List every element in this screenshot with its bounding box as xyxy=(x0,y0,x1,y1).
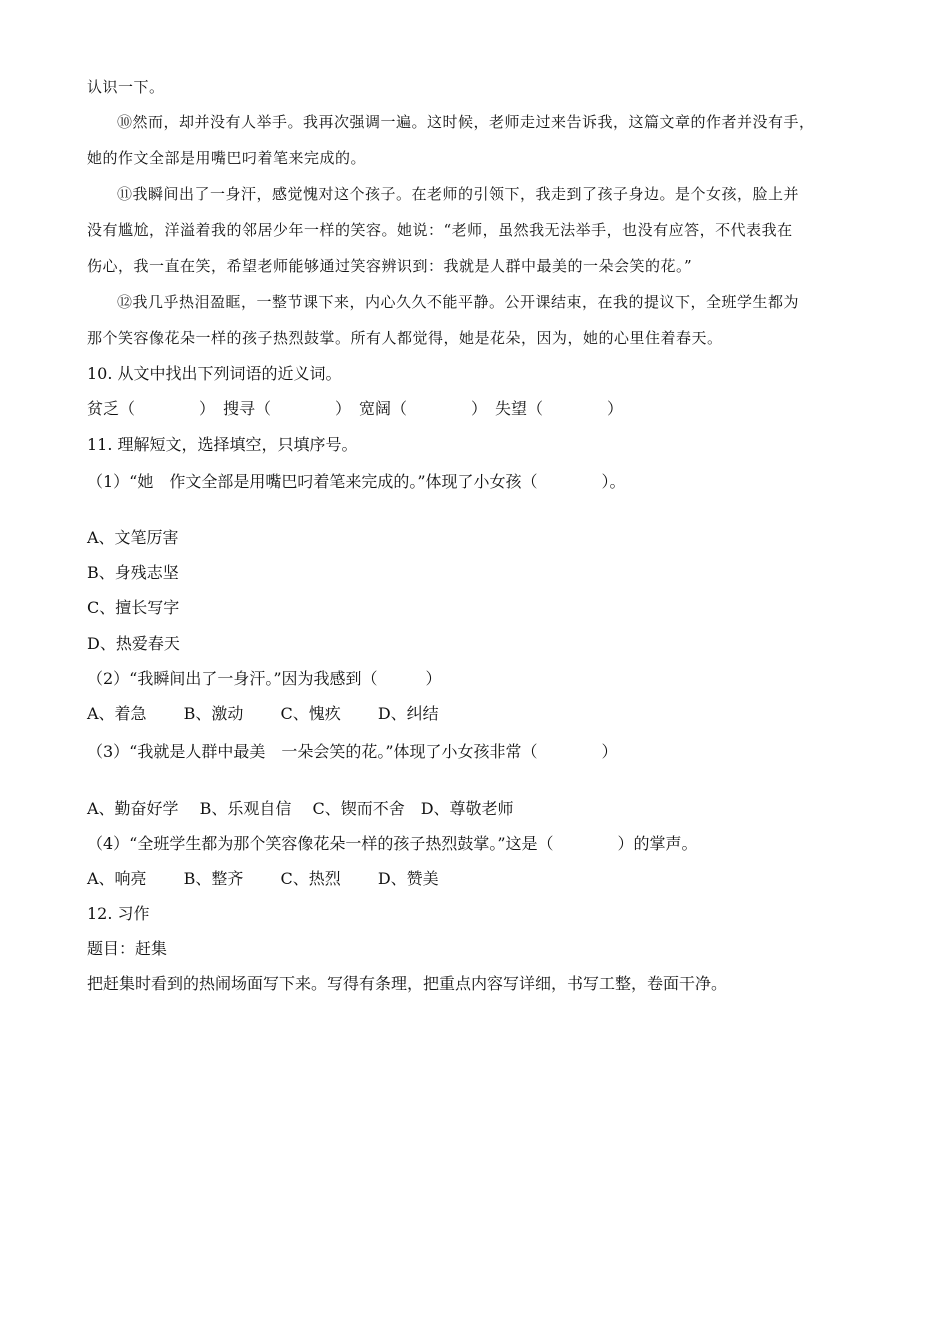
question-11-sub-1: （1）“她 作文全部是用嘴巴叼着笔来完成的。”体现了小女孩（ ）。 xyxy=(87,472,626,491)
option-d: D、热爱春天 xyxy=(87,634,180,653)
question-11-sub-3: （3）“我就是人群中最美 一朵会笑的花。”体现了小女孩非常（ ） xyxy=(87,742,618,761)
question-11-sub-4-options: A、响亮 B、整齐 C、热烈 D、赞美 xyxy=(87,869,439,888)
paragraph-11-line-1: ⑪我瞬间出了一身汗，感觉愧对这个孩子。在老师的引领下，我走到了孩子身边。是个女孩，脸上并 xyxy=(117,185,800,203)
paragraph-11-line-2: 没有尴尬，洋溢着我的邻居少年一样的笑容。她说：“老师，虽然我无法举手，也没有应答，不代表我在 xyxy=(87,221,793,239)
paragraph-10-line-2: 她的作文全部是用嘴巴叼着笔来完成的。 xyxy=(87,149,367,167)
question-11-sub-2: （2）“我瞬间出了一身汗。”因为我感到（ ） xyxy=(87,669,442,688)
question-10-words: 贫乏（ ） 搜寻（ ） 宽阔（ ） 失望（ ） xyxy=(87,399,624,418)
question-12-topic: 题目：赶集 xyxy=(87,939,168,958)
option-b: B、身残志坚 xyxy=(87,563,179,582)
question-11-sub-3-options: A、勤奋好学 B、乐观自信 C、锲而不舍 D、尊敬老师 xyxy=(87,799,514,818)
paragraph-11-line-3: 伤心，我一直在笑，希望老师能够通过笑容辨识到：我就是人群中最美的一朵会笑的花。” xyxy=(87,257,693,275)
question-11-sub-2-options: A、着急 B、激动 C、愧疚 D、纠结 xyxy=(87,704,439,723)
question-10-title: 10. 从文中找出下列词语的近义词。 xyxy=(87,364,342,383)
question-12-title: 12. 习作 xyxy=(87,904,150,923)
option-a: A、文笔厉害 xyxy=(87,528,179,547)
paragraph-12-line-1: ⑫我几乎热泪盈眶，一整节课下来，内心久久不能平静。公开课结束，在我的提议下，全班学生都为 xyxy=(117,293,800,311)
option-c: C、擅长写字 xyxy=(87,598,180,617)
question-11-sub-4: （4）“全班学生都为那个笑容像花朵一样的孩子热烈鼓掌。”这是（ ）的掌声。 xyxy=(87,834,698,853)
paragraph-10-line-1: ⑩然而，却并没有人举手。我再次强调一遍。这时候，老师走过来告诉我，这篇文章的作者并没有手， xyxy=(117,113,815,131)
passage-line: 认识一下。 xyxy=(87,78,165,96)
question-11-title: 11. 理解短文，选择填空，只填序号。 xyxy=(87,435,358,454)
question-12-instruction: 把赶集时看到的热闹场面写下来。写得有条理，把重点内容写详细，书写工整，卷面干净。 xyxy=(87,974,728,993)
paragraph-12-line-2: 那个笑容像花朵一样的孩子热烈鼓掌。所有人都觉得，她是花朵，因为，她的心里住着春天。 xyxy=(87,329,723,347)
